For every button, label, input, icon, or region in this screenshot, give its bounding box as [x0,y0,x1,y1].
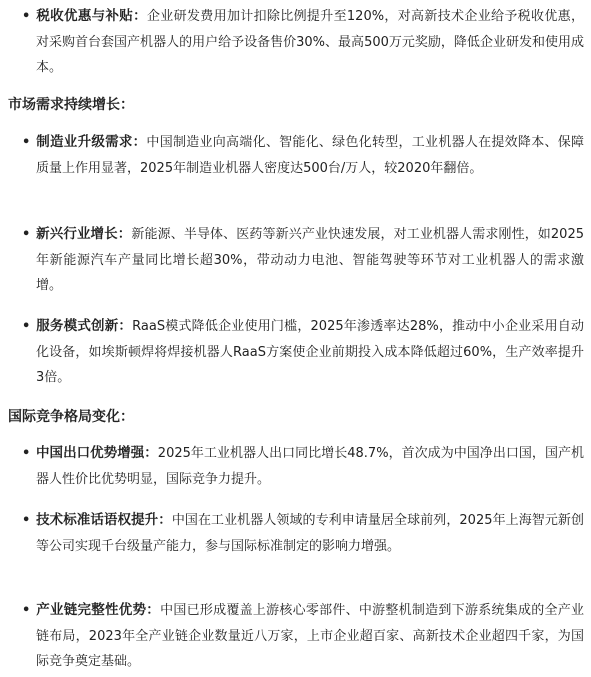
bullet-marker: • [22,319,31,334]
item-term: 中国出口优势增强： [36,445,158,461]
list-item-technical-standards [22,508,585,559]
item-text: 中国制造业向高端化、智能化、绿色化转型，工业机器人在提效降本、保障质量上作用显著，2025年制造业机器人密度达500台/万人，较2020年翻倍。 [36,135,584,176]
list-item-emerging-industries [22,222,585,299]
item-term: 技术标准话语权提升： [36,512,172,528]
bullet-marker: • [22,227,31,242]
item-text: 2025年工业机器人出口同比增长48.7%，首次成为中国净出口国，国产机器人性价比优势明显，国际竞争力提升。 [36,446,584,487]
list-item-manufacturing-upgrade [22,130,584,181]
item-term: 制造业升级需求： [36,134,147,150]
section-heading-market-demand: 市场需求持续增长： [8,97,134,113]
list-item-industrial-chain [22,598,584,675]
section-heading-international-competition: 国际竞争格局变化： [8,409,134,425]
list-item-tax-incentives [22,4,585,81]
list-item-service-model [22,314,584,391]
list-item-export-advantage [22,441,584,492]
bullet-marker: • [22,9,31,24]
item-text: 企业研发费用加计扣除比例提升至120%，对高新技术企业给予税收优惠，对采购首台套国产机器人的用户给予设备售价30%、最高500万元奖励，降低企业研发和使用成本。 [36,9,585,75]
bullet-marker: • [22,135,31,150]
item-text: 新能源、半导体、医药等新兴产业快速发展，对工业机器人需求刚性，如2025年新能源汽车产量同比增长超30%，带动动力电池、智能驾驶等环节对工业机器人的需求激增。 [36,227,585,293]
bullet-marker: • [22,603,31,618]
bullet-marker: • [22,446,31,461]
item-text: RaaS模式降低企业使用门槛，2025年渗透率达28%，推动中小企业采用自动化设备，如埃斯顿焊将焊接机器人RaaS方案使企业前期投入成本降低超过60%，生产效率提升3倍。 [36,319,584,385]
item-text: 中国已形成覆盖上游核心零部件、中游整机制造到下游系统集成的全产业链布局，2023年全产业链企业数量近八万家，上市企业超百家、高新技术企业超四千家，为国际竞争奠定基础。 [36,603,584,669]
item-text: 中国在工业机器人领域的专利申请量居全球前列，2025年上海智元新创等公司实现千台级量产能力，参与国际标准制定的影响力增强。 [36,513,585,554]
bullet-marker: • [22,513,31,528]
item-term: 产业链完整性优势： [36,602,161,618]
item-term: 税收优惠与补贴： [36,8,147,24]
item-term: 服务模式创新： [36,318,133,334]
item-term: 新兴行业增长： [36,226,132,242]
